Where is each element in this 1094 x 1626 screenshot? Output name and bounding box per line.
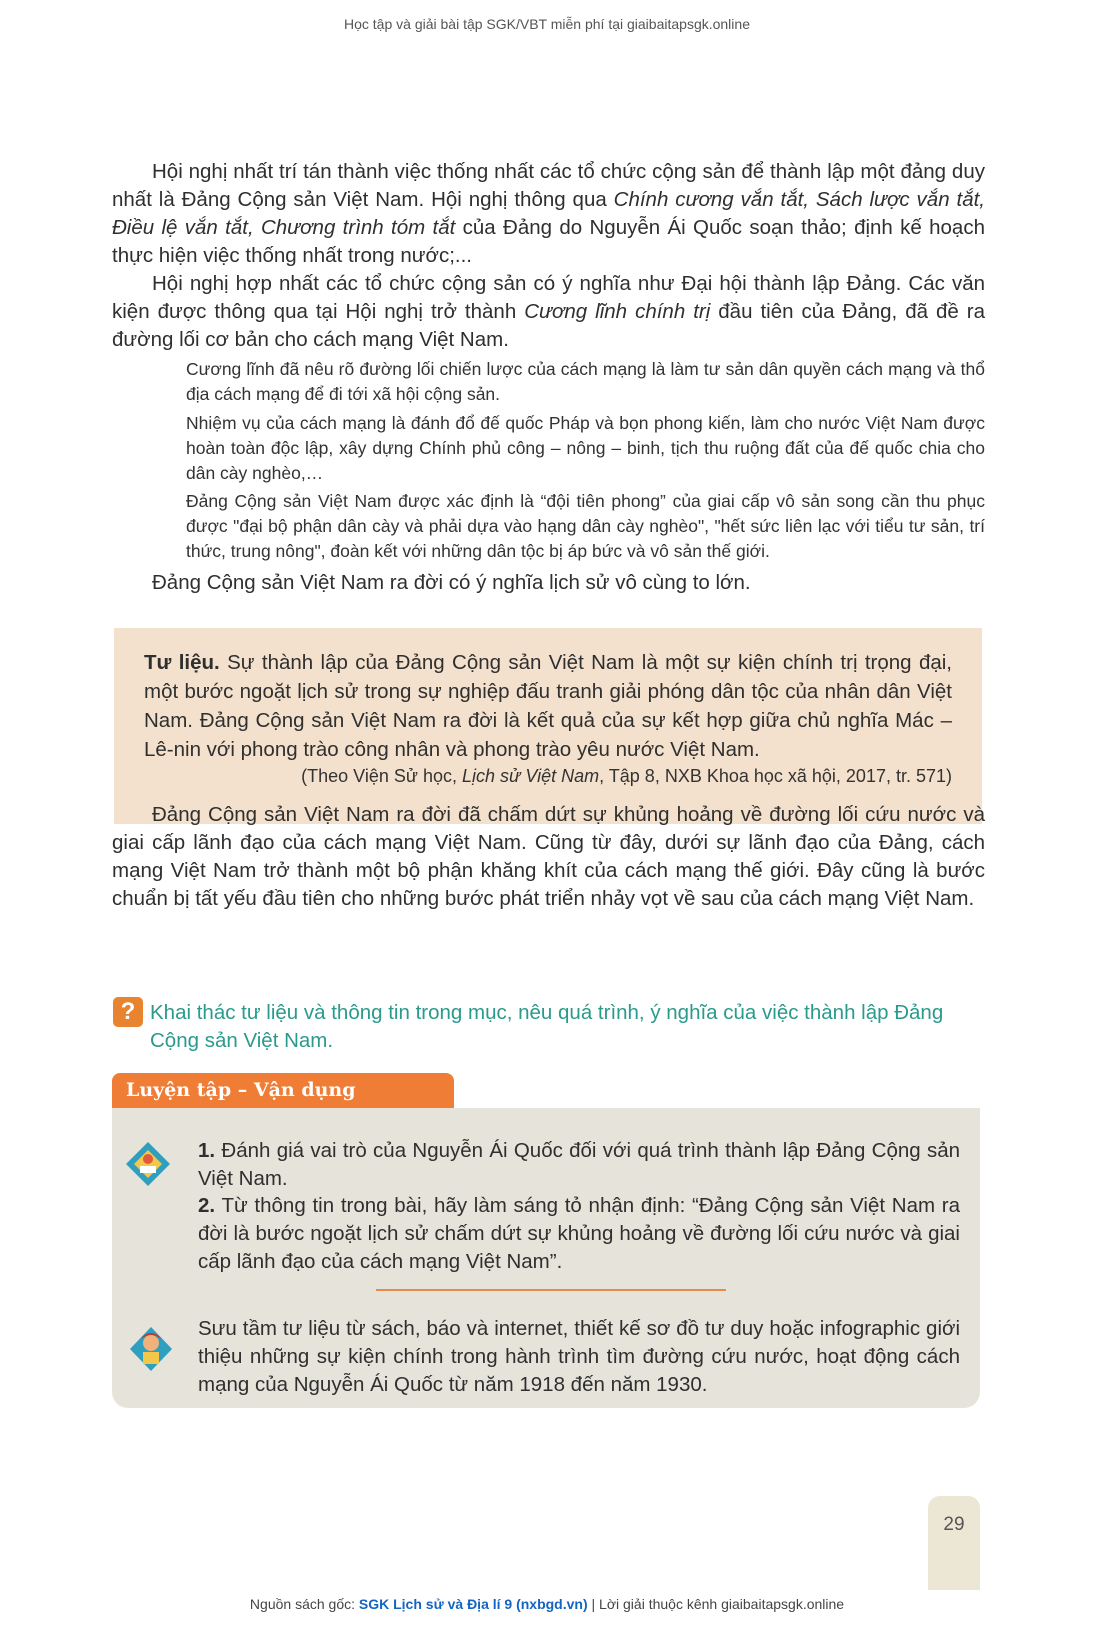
document-body: Sự thành lập của Đảng Cộng sản Việt Nam là một sự kiện chính trị trọng đại, một bước ngoặt lịch sử trong sự nghiệp đấu tranh giải phóng dân tộc của nhân dân Việt Nam. Đảng Cộng sản Việt Nam ra đời là kết quả của sự kết hợp giữa chủ nghĩa Mác – Lê-nin với phong trào công nhân và phong trào yêu nước Việt Nam. <box>144 651 953 761</box>
paragraph-text: đầu tiên của Đảng, đã đề ra đường lối cơ bản cho cách mạng Việt Nam. <box>112 300 985 351</box>
source-book-title: Lịch sử Việt Nam <box>461 766 600 786</box>
exercise-1 <box>198 1137 960 1193</box>
practice-header <box>112 1073 454 1109</box>
paragraph-significance: Đảng Cộng sản Việt Nam ra đời có ý nghĩa lịch sử vô cùng to lớn. <box>152 571 751 594</box>
footer-suffix: | Lời giải thuộc kênh giaibaitapsgk.online <box>587 1596 845 1612</box>
question-text: Khai thác tư liệu và thông tin trong mục, nêu quá trình, ý nghĩa của việc thành lập Đảng Cộng sản Việt Nam. <box>150 1001 944 1052</box>
document-text <box>144 648 952 764</box>
footer-prefix: Nguồn sách gốc: <box>249 1596 359 1612</box>
paragraph-conference-agreement <box>112 158 985 270</box>
quote-party-role: Đảng Cộng sản Việt Nam được xác định là “đội tiên phong” của giai cấp vô sản song cần thu phục được "đại bộ phận dân cày và phải dựa vào hạng dân cày nghèo", "hết sức liên lạc với tiểu tư sản, trí thức, trung nông", đoàn kết với những dân tộc bị áp bức và vô sản thế giới. <box>186 491 985 561</box>
exercise-text: Đánh giá vai trò của Nguyễn Ái Quốc đối với quá trình thành lập Đảng Cộng sản Việt Nam. <box>198 1139 960 1190</box>
paragraph-text: của Đảng do Nguyễn Ái Quốc soạn thảo; định kế hoạch thực hiện việc thống nhất trong nước;... <box>112 216 985 267</box>
section-divider <box>376 1289 726 1291</box>
source-book-link[interactable]: SGK Lịch sử và Địa lí 9 (nxbgd.vn) <box>358 1596 588 1612</box>
document-label: Tư liệu. <box>144 651 220 674</box>
exercise-number: 2. <box>198 1194 216 1217</box>
political-platform: Cương lĩnh chính trị <box>524 300 711 323</box>
paragraph-text: Hội nghị hợp nhất các tổ chức cộng sản có ý nghĩa như Đại hội thành lập Đảng. Các văn kiện được thông qua tại Hội nghị trở thành <box>112 272 985 323</box>
document-source <box>301 766 952 787</box>
document-box <box>114 628 982 824</box>
exercise-number: 1. <box>198 1139 216 1162</box>
paragraph-historic-turning-point: Đảng Cộng sản Việt Nam ra đời đã chấm dứt sự khủng hoảng về đường lối cứu nước và giai cấp lãnh đạo của cách mạng Việt Nam. Cũng từ đây, dưới sự lãnh đạo của Đảng, cách mạng Việt Nam trở thành một bộ phận khăng khít của cách mạng thế giới. Đây cũng là bước chuẩn bị tất yếu đầu tiên cho những bước phát triển nhảy vọt về sau của cách mạng Việt Nam. <box>112 803 985 910</box>
source-text: (Theo Viện Sử học, <box>301 766 462 786</box>
page-number-tab <box>928 1496 980 1590</box>
apply-activity-text: Sưu tầm tư liệu từ sách, báo và internet, thiết kế sơ đồ tư duy hoặc infographic giới thiệu những sự kiện chính trong hành trình tìm đường cứu nước, hoạt động cách mạng của Nguyễn Ái Quốc từ năm 1918 đến năm 1930. <box>198 1317 960 1396</box>
practice-title: Luyện tập – Vận dụng <box>126 1079 356 1101</box>
paragraph-conference-meaning <box>112 270 985 354</box>
header-note: Học tập và giải bài tập SGK/VBT miễn phí tại giaibaitapsgk.online <box>344 16 750 32</box>
page-number: 29 <box>943 1514 965 1535</box>
paragraph-text: Hội nghị nhất trí tán thành việc thống nhất các tổ chức cộng sản để thành lập một đảng duy nhất là Đảng Cộng sản Việt Nam. Hội nghị thông qua <box>112 160 985 211</box>
source-text: , Tập 8, NXB Khoa học xã hội, 2017, tr. 571) <box>599 766 952 786</box>
exercise-text: Từ thông tin trong bài, hãy làm sáng tỏ nhận định: “Đảng Cộng sản Việt Nam ra đời là bước ngoặt lịch sử chấm dứt sự khủng hoảng về đường lối cứu nước và giai cấp lãnh đạo của cách mạng Việt Nam”. <box>198 1194 960 1273</box>
practice-exercise-icon <box>124 1140 172 1190</box>
quote-strategy: Cương lĩnh đã nêu rõ đường lối chiến lược của cách mạng là làm tư sản dân quyền cách mạng và thổ địa cách mạng để đi tới xã hội cộng sản. <box>186 359 985 404</box>
quote-tasks: Nhiệm vụ của cách mạng là đánh đổ đế quốc Pháp và bọn phong kiến, làm cho nước Việt Nam được hoàn toàn độc lập, xây dựng Chính phủ công – nông – binh, tịch thu ruộng đất của đế quốc chia cho dân cày nghèo,… <box>186 413 985 483</box>
question-icon: ? <box>113 997 143 1027</box>
exercise-2 <box>198 1192 960 1276</box>
documents-list: Chính cương vắn tắt, Sách lược vắn tắt, Điều lệ vắn tắt, Chương trình tóm tắt <box>112 188 985 239</box>
footer-note <box>0 1596 1094 1612</box>
apply-activity-icon <box>128 1325 174 1373</box>
